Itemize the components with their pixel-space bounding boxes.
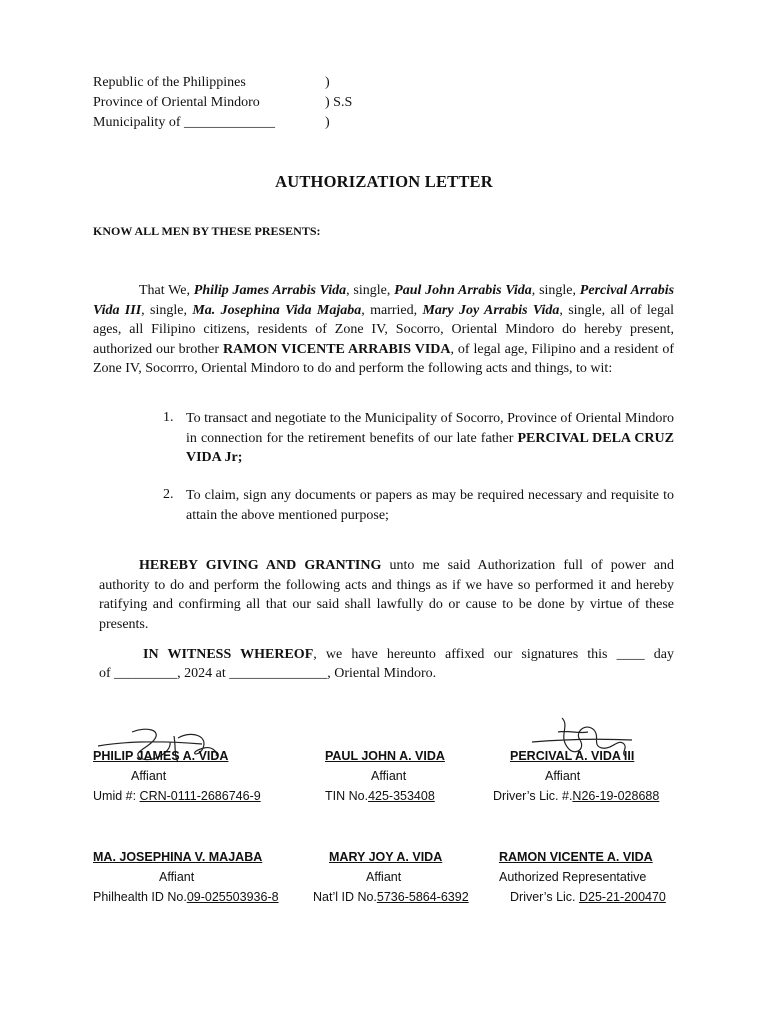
signatory-name: RAMON VICENTE A. VIDA <box>499 850 653 864</box>
id-value: 09-025503936-8 <box>186 890 279 904</box>
civil-status: married, <box>370 302 418 318</box>
civil-status: single, <box>150 302 187 318</box>
witness-line-2: of _________, 2024 at ______________, Oriental Mindoro. <box>99 666 437 681</box>
signatory-name: MA. JOSEPHINA V. MAJABA <box>93 850 263 864</box>
body-text: single, all of legal ages, all Filipino citizens, residents of Zone IV, Socorro, Oriental Mindoro do hereby present, authorized our brother <box>93 302 675 357</box>
header-province: Province of Oriental Mindoro <box>93 95 260 110</box>
id-label: Umid #: <box>93 789 140 803</box>
preamble: KNOW ALL MEN BY THESE PRESENTS: <box>93 224 321 238</box>
body-paragraph: That We, Philip James Arrabis Vida, single, Paul John Arrabis Vida, single, Percival Arrabis Vida III, single, Ma. Josephina Vida Majaba, married, Mary Joy Arrabis Vida, single, all of legal ages, all Filipino citizens, residents of Zone IV, Socorro, Oriental Mindoro do hereby present, authorized our brother RAMON VICENTE ARRABIS VIDA, of legal age, Filipino and a resident of Zone IV, Socorrro, Oriental Mindoro to do and perform the following acts and things, to wit: <box>93 283 675 376</box>
civil-status: single, <box>353 283 391 298</box>
signatory-name: PERCIVAL A. VIDA III <box>510 749 635 763</box>
signatory-role: Affiant <box>131 769 167 783</box>
granting-paragraph <box>99 556 674 634</box>
signatory-id <box>93 890 279 904</box>
id-value: D25-21-200470 <box>579 890 666 904</box>
id-value: 425-353408 <box>368 789 435 803</box>
father-name: PERCIVAL DELA CRUZ VIDA Jr; <box>186 430 674 465</box>
signatory-id <box>325 789 435 803</box>
item-body: To transact and negotiate to the Municipality of Socorro, Province of Oriental Mindoro in connection for the retirement benefits of our late father <box>186 411 674 446</box>
witness-text: , we have hereunto affixed our signatures this ____ day <box>313 647 674 662</box>
item-number: 1. <box>163 410 174 425</box>
signatory-name: MARY JOY A. VIDA <box>329 850 443 864</box>
signatory-role: Affiant <box>545 769 581 783</box>
id-label: Nat’l ID No. <box>313 890 377 904</box>
signatory-role: Affiant <box>366 870 402 884</box>
granting-heading: HEREBY GIVING AND GRANTING <box>139 558 382 573</box>
signatory-id <box>93 789 261 803</box>
civil-status: single, <box>539 283 577 298</box>
person-name: Mary Joy Arrabis Vida <box>422 302 560 318</box>
signatory-id <box>493 789 659 803</box>
item-text: To claim, sign any documents or papers as may be required necessary and requisite to attain the above mentioned purpose; <box>186 488 674 523</box>
witness-line-1 <box>99 647 674 663</box>
header-ss: ) S.S <box>325 95 353 110</box>
signatory-id <box>510 890 666 904</box>
signatory-id <box>313 890 469 904</box>
signatory-role: Affiant <box>371 769 407 783</box>
id-value: 5736-5864-6392 <box>376 890 469 904</box>
id-label: Philhealth ID No. <box>93 890 187 904</box>
item-number: 2. <box>163 487 174 502</box>
witness-heading: IN WITNESS WHEREOF <box>143 647 314 662</box>
id-label: Driver’s Lic. #. <box>493 789 573 803</box>
item-text <box>186 409 674 468</box>
id-label: Driver’s Lic. <box>510 890 579 904</box>
granting-text: unto me said Authorization full of power and authority to do and perform the following acts and things as if we have so performed it and hereby ratifying and confirming all that our said shall lawfully do or cause to be done by virtue of these presents. <box>99 558 675 632</box>
person-name: Ma. Josephina Vida Majaba <box>192 302 362 318</box>
id-value: N26-19-028688 <box>572 789 660 803</box>
body-text: , of legal age, Filipino and a resident of Zone IV, Socorrro, Oriental Mindoro to do and perform the following acts and things, to wit: <box>93 341 674 376</box>
signatory-role: Affiant <box>159 870 195 884</box>
representative-name: RAMON VICENTE ARRABIS VIDA <box>222 341 451 357</box>
person-name: Philip James Arrabis Vida <box>193 283 347 298</box>
header-paren: ) <box>325 75 330 90</box>
signatory-name: PHILIP JAMES A. VIDA <box>93 749 229 763</box>
document-title: AUTHORIZATION LETTER <box>275 172 493 191</box>
id-label: TIN No. <box>325 789 369 803</box>
signatory-name: PAUL JOHN A. VIDA <box>325 749 445 763</box>
header-republic: Republic of the Philippines <box>93 75 246 90</box>
person-name: Paul John Arrabis Vida <box>394 283 532 298</box>
signatory-role: Authorized Representative <box>499 870 647 884</box>
header-municipality: Municipality of _____________ <box>93 115 275 130</box>
intro-text: That We, <box>139 283 190 298</box>
header-paren: ) <box>325 115 330 130</box>
id-value: CRN-0111-2686746-9 <box>139 789 261 803</box>
person-name: Percival Arrabis Vida III <box>93 283 675 318</box>
